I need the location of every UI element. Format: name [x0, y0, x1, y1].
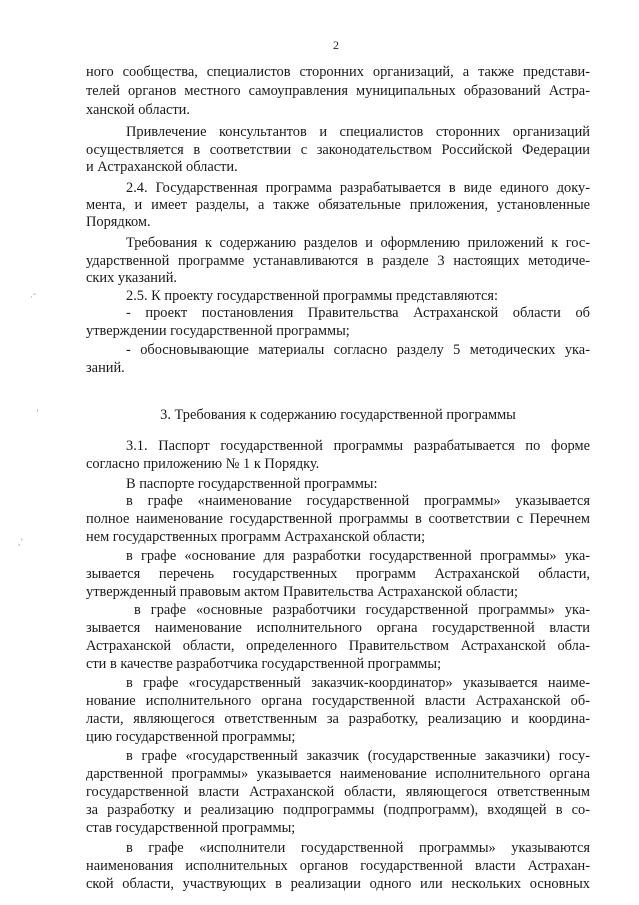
text-line: ударственной программе устанавливаются в разделе 3 настоящих методиче- — [86, 253, 590, 269]
text-line: 3.1. Паспорт государственной программы разрабатывается по форме — [126, 438, 590, 454]
text-line: ских указаний. — [86, 270, 178, 286]
text-line: Порядком. — [86, 214, 151, 230]
text-line: Привлечение консультантов и специалистов сторонних организаций — [126, 124, 590, 140]
text-line: В паспорте государственной программы: — [126, 476, 378, 492]
text-line: осуществляется в соответствии с законодательством Российской Федерации — [86, 142, 590, 158]
text-line: нование исполнительного органа государственной власти Астраханской об- — [86, 693, 590, 709]
text-line: ской области, участвующих в реализации одного или нескольких основных — [86, 876, 590, 892]
text-line: Астраханской области, определенного Правительством Астраханской обла- — [86, 638, 590, 654]
text-line: став государственной программы; — [86, 820, 296, 836]
text-line: 2.4. Государственная программа разрабатывается в виде единого доку- — [126, 180, 590, 196]
text-line: - проект постановления Правительства Астраханской области об — [126, 305, 590, 321]
text-line: 2.5. К проекту государственной программы представляются: — [126, 288, 499, 304]
text-line: полное наименование государственной программы в соответствии с Перечнем — [86, 511, 590, 527]
scan-mark: ·ˆ — [30, 292, 36, 302]
text-line: цию государственной программы; — [86, 729, 296, 745]
text-line: Требования к содержанию разделов и оформлению приложений к гос- — [126, 235, 590, 251]
text-line: дарственной программы» указывается наименование исполнительного органа — [86, 766, 590, 782]
text-line: ласти, являющегося ответственным за разработку, реализацию и координа- — [86, 711, 590, 727]
text-line: в графе «государственный заказчик (государственные заказчики) госу- — [126, 748, 590, 764]
section-heading: 3. Требования к содержанию государственной программы — [160, 407, 516, 423]
text-line: утвержденный правовым актом Правительства Астраханской области; — [86, 584, 519, 600]
text-line: зывается перечень государственных программ Астраханской области, — [86, 566, 590, 582]
text-line: в графе «наименование государственной программы» указывается — [126, 493, 590, 509]
text-line: сти в качестве разработчика государственной программы; — [86, 656, 442, 672]
text-line: телей органов местного самоуправления муниципальных образований Астра- — [86, 83, 590, 99]
text-line: заний. — [86, 360, 125, 376]
text-line: за разработку и реализацию подпрограммы (подпрограмм), входящей в со- — [86, 802, 590, 818]
scan-mark: ,ʼ — [18, 537, 24, 547]
text-line: в графе «государственный заказчик-координатор» указывается наиме- — [126, 675, 590, 691]
text-line: и Астраханской области. — [86, 159, 238, 175]
page-number: 2 — [333, 38, 339, 52]
text-line: ного сообщества, специалистов сторонних организаций, а также представи- — [86, 64, 590, 80]
text-line: государственной власти Астраханской области, являющегося ответственным — [86, 784, 590, 800]
text-line: в графе «исполнители государственной программы» указываются — [126, 840, 590, 856]
text-line: в графе «основание для разработки государственной программы» ука- — [126, 548, 590, 564]
text-line: наименования исполнительных органов государственной власти Астрахан- — [86, 858, 590, 874]
text-line: мента, и имеет разделы, а также обязательные приложения, установленные — [86, 197, 590, 213]
text-line: - обосновывающие материалы согласно разделу 5 методических ука- — [126, 342, 590, 358]
text-line: в графе «основные разработчики государственной программы» ука- — [134, 602, 590, 618]
text-line: утверждении государственной программы; — [86, 323, 350, 339]
text-line: согласно приложению № 1 к Порядку. — [86, 456, 320, 472]
text-line: зывается наименование исполнительного органа государственной власти — [86, 620, 590, 636]
text-line: нем государственных программ Астраханской области; — [86, 529, 426, 545]
scan-mark: ʼ — [36, 408, 39, 418]
text-line: ханской области. — [86, 102, 190, 118]
